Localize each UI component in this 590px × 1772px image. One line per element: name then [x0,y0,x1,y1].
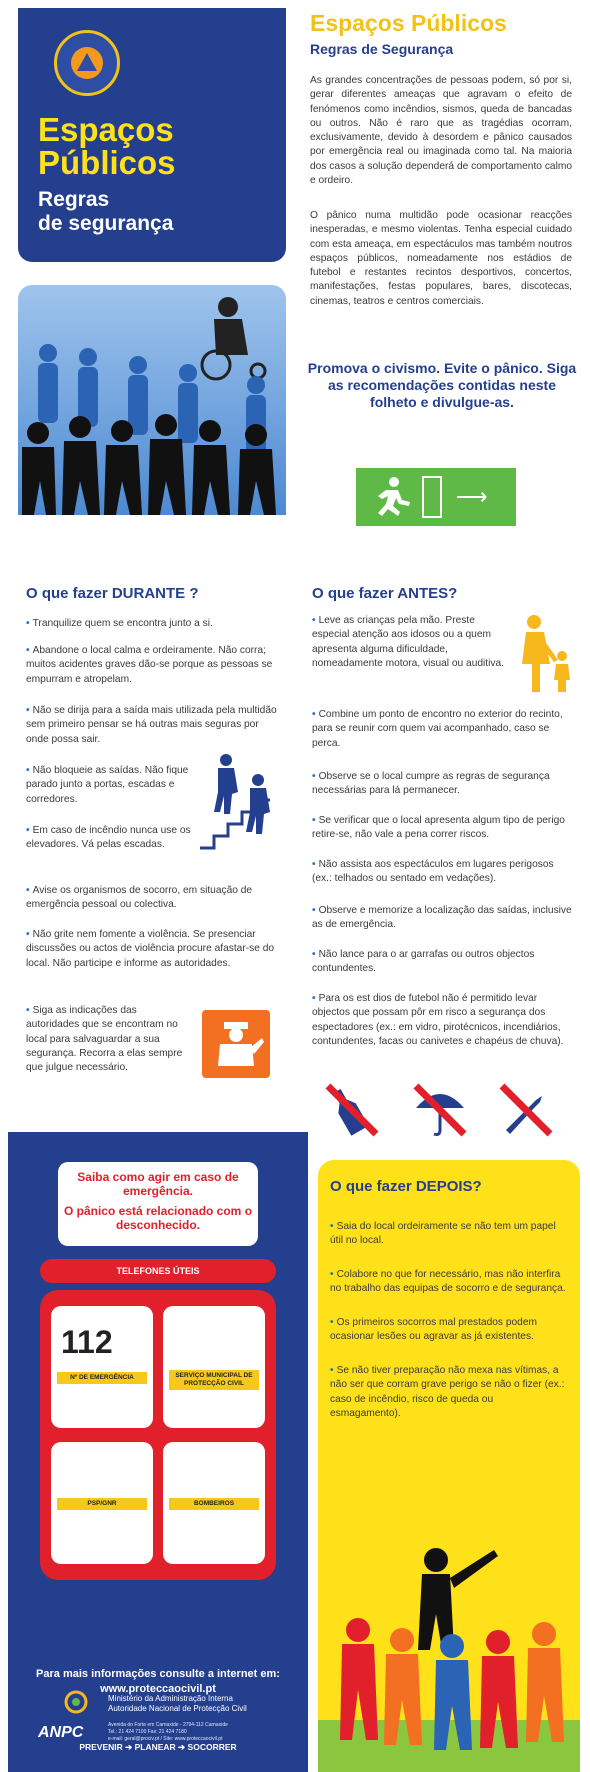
depois-item [330,1316,566,1345]
footer-contact: e-mail: geral@prociv.pt / Site: www.proteccaocivil.pt [108,1736,223,1742]
bullet-icon: • [330,1221,334,1232]
durante-item-text: Não bloqueie as saídas. Não fique parado junto a portas, escadas e corredores. [26,765,189,805]
phone-card-bombeiros [163,1442,265,1564]
depois-panel [318,1160,580,1772]
people-group-illustration [318,1530,580,1772]
stairs-people-icon [196,752,282,854]
antes-item-text: Para os est dios de futebol não é permitido levar objectos que possam pôr em risco a segurança dos espectadores (ex.: em vidro, pirotécnicos, incendiários, contundentes, facas ou canivetes e chapéus de chuva). [312,993,564,1047]
durante-item [26,704,282,747]
antes-heading: O que fazer ANTES? [312,585,458,602]
bullet-icon: • [26,765,30,776]
antes-item-text: Leve as crianças pela mão. Preste especial atenção aos idosos ou a quem apresenta alguma dificuldade, nomeadamente motora, visual ou auditiva. [312,615,504,669]
cover-panel [18,8,286,262]
arrow-right-icon: ⟶ [456,484,488,509]
emergency-exit-sign-icon [356,468,516,526]
police-officer-icon [202,1010,270,1078]
antes-item [312,814,574,843]
depois-item-text: Os primeiros socorros mal prestados podem ocasionar lesões ou agravar as já existentes. [330,1317,538,1343]
bullet-icon: • [330,1269,334,1280]
footer-org-line1: Ministério da Administração Interna [108,1694,233,1703]
cover-subtitle-line1: Regras [38,188,110,211]
no-umbrellas-icon [410,1080,470,1140]
cover-subtitle-line2: de segurança [38,212,174,235]
durante-item [26,764,196,807]
crowd-illustration [18,285,286,555]
depois-item [330,1364,566,1421]
antes-item [312,992,574,1049]
intro-paragraph-1: As grandes concentrações de pessoas podem, só por si, gerar diferentes ameaças que agravam o efeito de fenómenos como incêndios, sismos, queda de bancadas ou outros. Não é raro que as tragédias ocorram, exclusivamente, devido à desordem e pânico causados por emergência real ou imaginada como tal. Na maioria dos casos a solução dependerá de comportamento calmo e ordeiro. [310,75,572,187]
cover-title-line1: Espaços [38,111,174,148]
bullet-icon: • [26,929,30,940]
no-knives-icon [496,1080,556,1140]
bullet-icon: • [312,993,316,1004]
phones-title: TELEFONES ÚTEIS [40,1259,276,1283]
antes-item [312,770,574,799]
durante-item [26,884,282,913]
antes-item [312,614,508,671]
antes-item-text: Não assista aos espectáculos em lugares perigosos (ex.: telhados ou sentado em vedações). [312,859,554,885]
emergency-message-box [58,1162,258,1246]
intro-subtitle: Regras de Segurança [310,41,454,57]
bullet-icon: • [26,1005,30,1016]
depois-heading: O que fazer DEPOIS? [330,1178,482,1195]
intro-paragraph-2: O pânico numa multidão pode ocasionar reacções inesperadas, e mesmo violentas. Tenha especial cuidado com esta ameaça, em espectáculos mas também noutros espaços públicos, nomeadamente nos estádios de futebol e restantes recintos desportivos, concertos, manifestações, festas populares, bares, discotecas, cinemas, teatros e centros comerciais. [310,210,572,307]
anpc-logo-text: ANPC [38,1724,84,1741]
more-info-text: Para mais informações consulte a internet em: [36,1668,280,1680]
bullet-icon: • [330,1365,334,1376]
phone-label: Nº DE EMERGÊNCIA [57,1372,147,1384]
durante-item-text: Não grite nem fomente a violência. Se presenciar discussões ou actos de violência procure afastar-se do local. Não participe e informe as autoridades. [26,929,275,969]
antes-item [312,708,574,751]
parent-child-icon [516,614,578,694]
running-person-icon [368,476,414,518]
footer-contacts [108,1722,298,1743]
phone-card-psp-gnr [51,1442,153,1564]
durante-item-text: Siga as indicações das autoridades que se encontram no local para salvaguardar a sua segurança. Recorra a elas sempre que julgue necessário. [26,1005,183,1074]
bullet-icon: • [312,709,316,720]
bullet-icon: • [312,949,316,960]
bullet-icon: • [26,705,30,716]
footer-org-line2: Autoridade Nacional de Protecção Civil [108,1704,247,1713]
bullet-icon: • [312,859,316,870]
antes-item [312,858,574,887]
durante-item [26,824,196,853]
antes-item-text: Não lance para o ar garrafas ou outros objectos contundentes. [312,949,535,975]
antes-item-text: Combine um ponto de encontro no exterior do recinto, para se reunir com quem vai acompanhado, caso se perca. [312,709,563,749]
durante-item [26,928,282,971]
no-bottles-icon [322,1080,382,1140]
bullet-icon: • [312,771,316,782]
logo-emblem-icon [71,47,103,79]
durante-item-text: Em caso de incêndio nunca use os elevadores. Vá pelas escadas. [26,825,191,851]
durante-item-text: Tranquilize quem se encontra junto a si. [32,618,213,629]
cover-subtitle [38,188,278,236]
bullet-icon: • [26,885,30,896]
phone-number: 112 [61,1324,113,1360]
antes-item-text: Se verificar que o local apresenta algum tipo de perigo retire-se, não vale a pena correr riscos. [312,815,565,841]
bullet-icon: • [312,815,316,826]
emergency-line-2: O pânico está relacionado com o desconhecido. [63,1204,253,1232]
antes-item-text: Observe e memorize a localização das saídas, inclusive as de emergência. [312,905,572,931]
door-icon [422,476,442,518]
depois-item-text: Se não tiver preparação não mexa nas vítimas, a não ser que corram grave perigo se não o fizer (ex.: caso de incêndio, risco de queda ou esmagamento). [330,1365,565,1419]
footer-phone: Tel.: 21 424 7100 Fax: 21 424 7180 [108,1729,187,1735]
phone-label: SERVIÇO MUNICIPAL DE PROTECÇÃO CIVIL [169,1370,259,1390]
footer-org [108,1694,298,1714]
slogan: PREVENIR ➔ PLANEAR ➔ SOCORRER [79,1742,237,1752]
durante-item-text: Abandone o local calma e ordeiramente. Não corra; muitos acidentes graves dão-se porque as pessoas se empurram e atropelam. [26,645,273,685]
triangle-icon [77,53,97,71]
antes-item [312,948,574,977]
depois-item-text: Colabore no que for necessário, mas não interfira no trabalho das equipas de socorro e de segurança. [330,1269,566,1295]
depois-item [330,1220,566,1249]
intro-title: Espaços Públicos [310,10,507,36]
phone-card-municipal [163,1306,265,1428]
phones-frame [40,1290,276,1580]
bullet-icon: • [26,645,30,656]
cover-title [38,113,278,179]
bullet-icon: • [26,618,30,629]
police-figure-icon [202,1010,270,1078]
phone-label: PSP/GNR [57,1498,147,1510]
durante-item-text: Avise os organismos de socorro, em situação de emergência pessoal ou colectiva. [26,885,253,911]
durante-heading: O que fazer DURANTE ? [26,585,199,602]
durante-item [26,617,282,631]
promo-message: Promova o civismo. Evite o pânico. Siga as recomendações contidas neste folheto e divulgue-as. [307,360,577,410]
bullet-icon: • [312,905,316,916]
depois-item-text: Saia do local ordeiramente se não tem um papel útil no local. [330,1221,556,1247]
durante-item [26,1004,188,1075]
bullet-icon: • [312,615,316,626]
depois-item [330,1268,566,1297]
website-link[interactable]: www.proteccaocivil.pt [100,1683,216,1695]
emergency-line-1: Saiba como agir em caso de emergência. [77,1170,239,1198]
phone-card-112 [51,1306,153,1428]
emergency-panel [8,1132,308,1772]
durante-item-text: Não se dirija para a saída mais utilizada pela multidão sem primeiro pensar se há outras mais seguras por onde possa sair. [26,705,277,745]
antes-item [312,904,574,933]
bullet-icon: • [330,1317,334,1328]
antes-item-text: Observe se o local cumpre as regras de segurança necessárias para lá permanecer. [312,771,550,797]
phone-label: BOMBEIROS [169,1498,259,1510]
durante-item [26,644,282,687]
footer-address: Avenida do Forte em Carnaxide - 2794-112 Carnaxide [108,1722,228,1728]
bullet-icon: • [26,825,30,836]
protection-civil-logo [54,30,120,96]
cover-title-line2: Públicos [38,144,176,181]
